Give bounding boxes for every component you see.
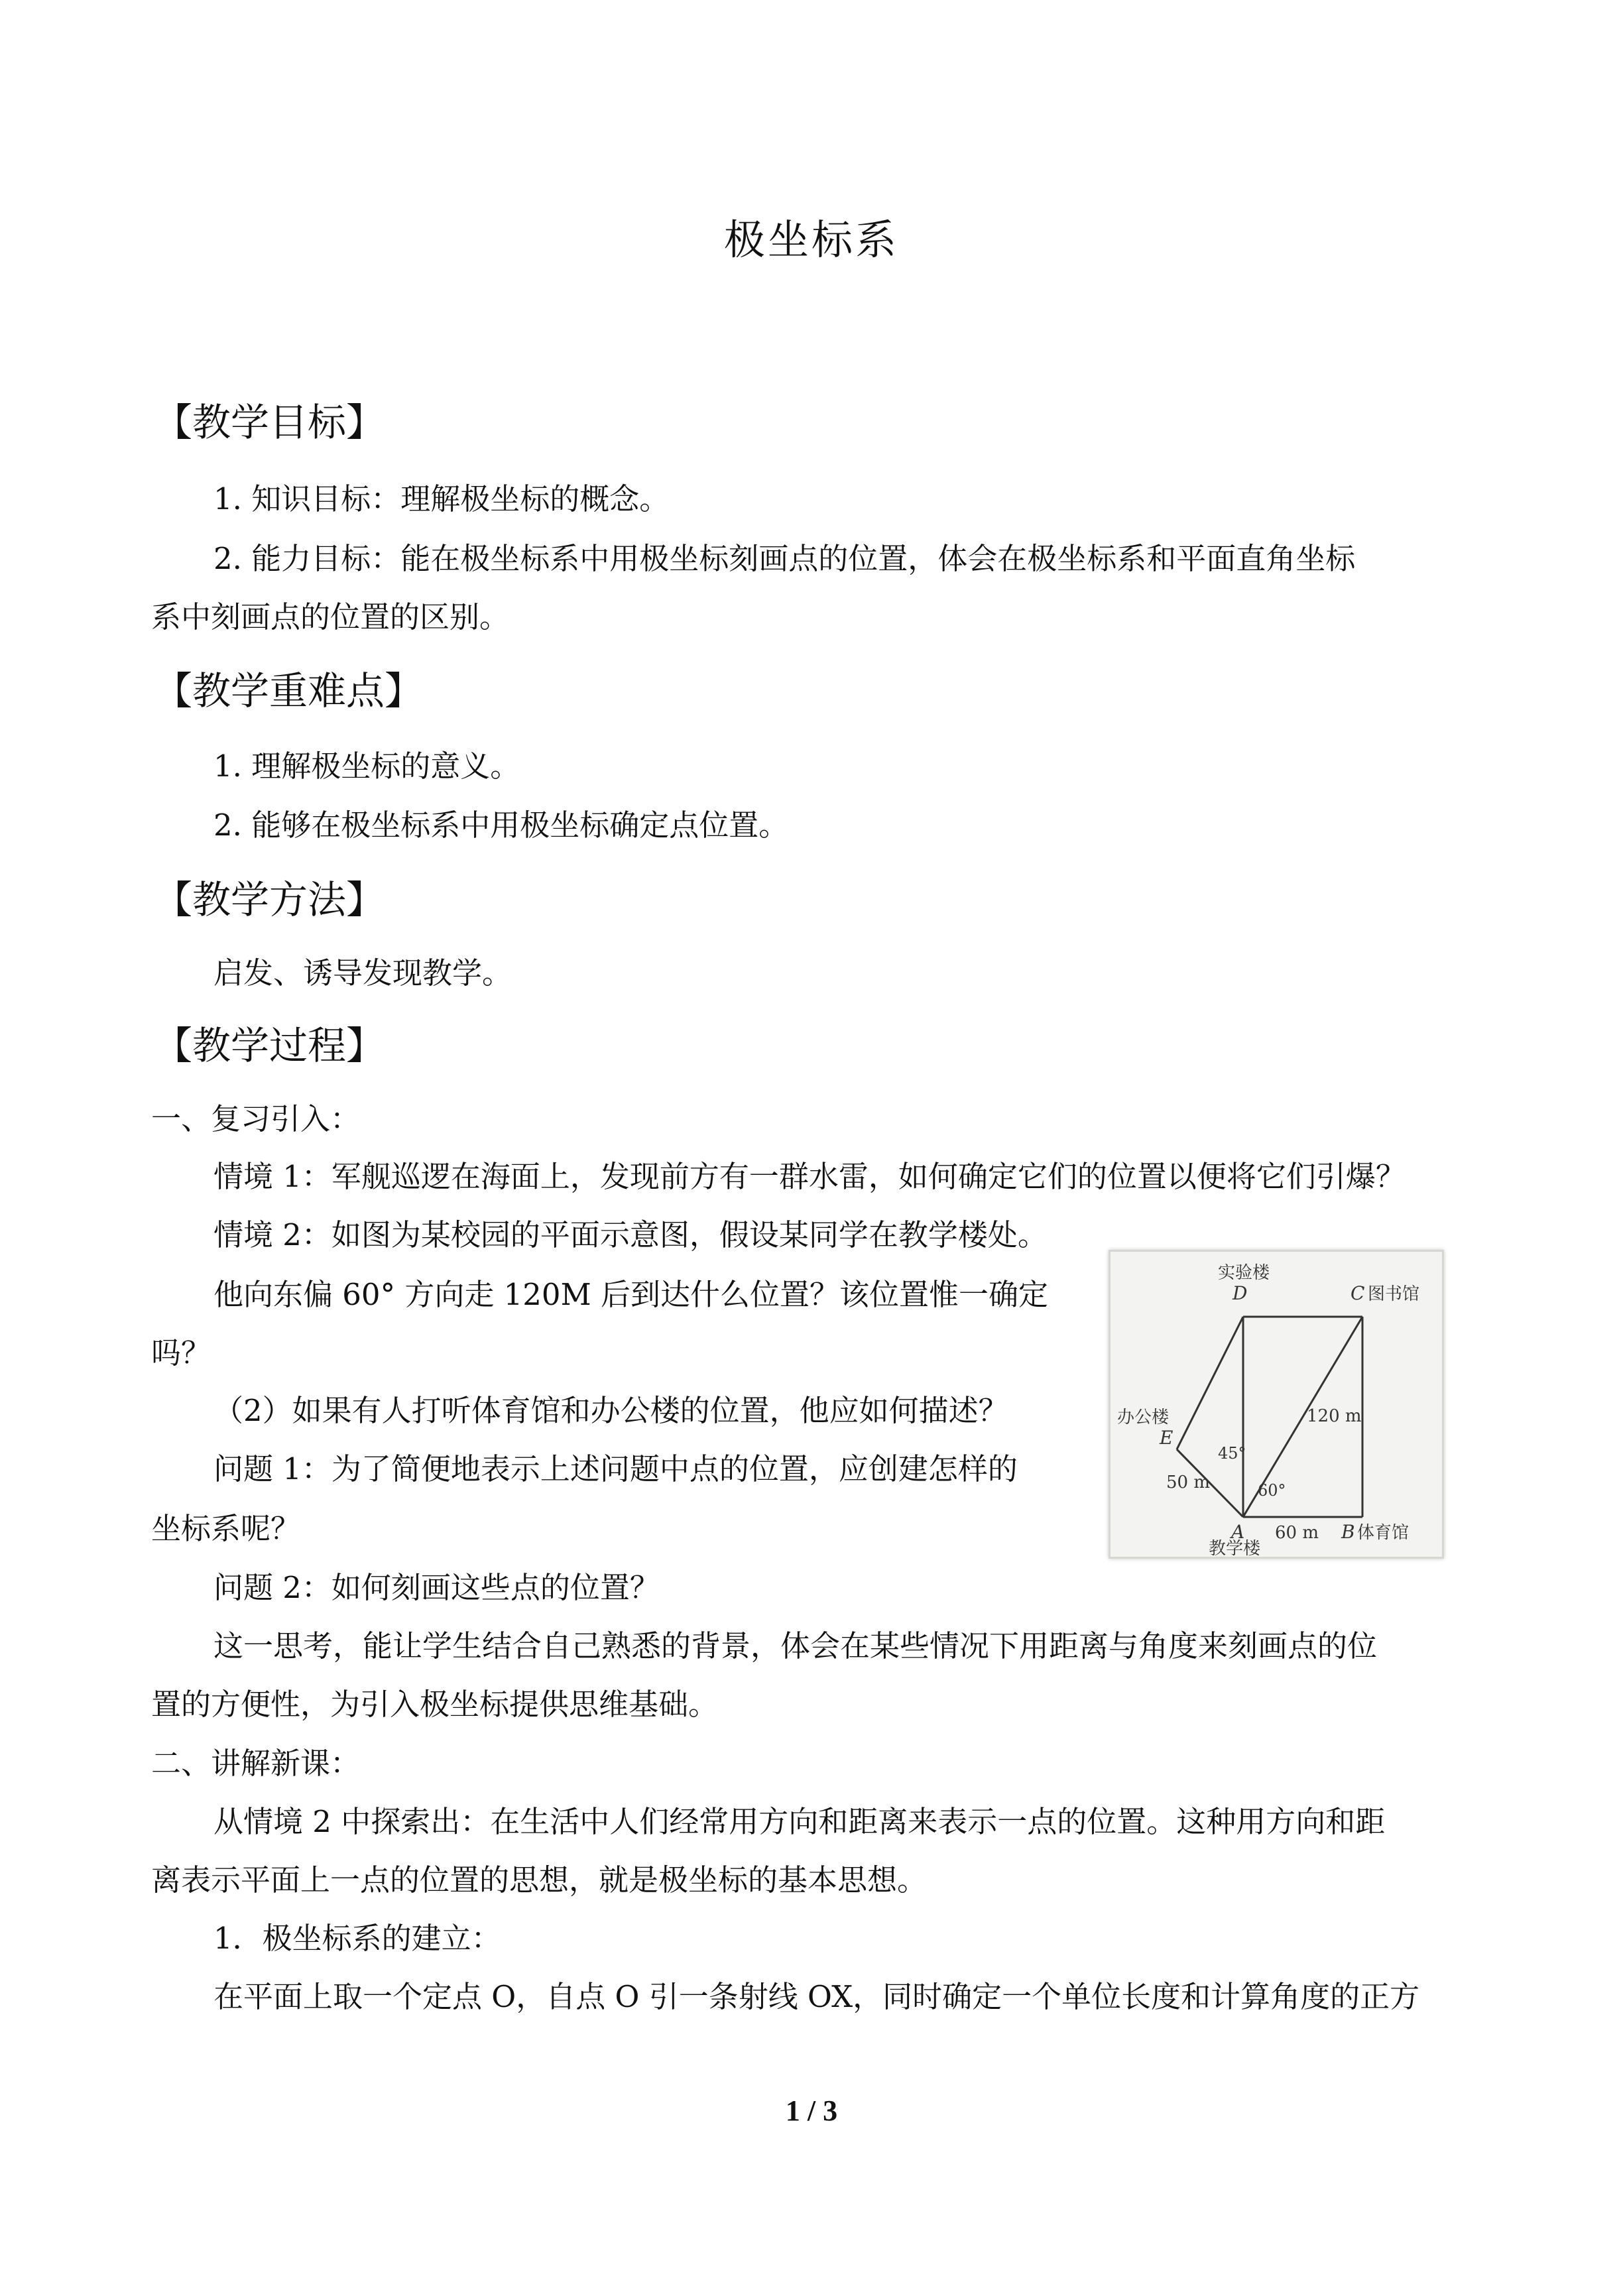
paragraph: 坐标系呢？ — [151, 1511, 301, 1546]
label-angle-60: 60° — [1258, 1481, 1286, 1500]
label-60m: 60 m — [1275, 1523, 1319, 1543]
paragraph: 1. 理解极坐标的意义。 — [213, 749, 520, 784]
campus-map-figure — [1109, 1250, 1444, 1559]
paragraph: 2. 能够在极坐标系中用极坐标确定点位置。 — [213, 808, 789, 843]
paragraph: 离表示平面上一点的位置的思想，就是极坐标的基本思想。 — [151, 1862, 928, 1898]
line-d-e — [1177, 1317, 1243, 1449]
section-heading-key-points: 【教学重难点】 — [154, 668, 424, 713]
campus-map-diagram — [1111, 1252, 1442, 1557]
paragraph: 1. 知识目标：理解极坐标的概念。 — [213, 481, 670, 516]
section-heading-methods: 【教学方法】 — [154, 877, 385, 922]
label-office: 办公楼 — [1117, 1408, 1170, 1427]
paragraph: 在平面上取一个定点 O，自点 O 引一条射线 OX，同时确定一个单位长度和计算角度的正方 — [213, 1979, 1420, 2014]
label-e: E — [1160, 1427, 1173, 1449]
paragraph: 吗？ — [151, 1335, 211, 1370]
label-angle-45: 45° — [1218, 1444, 1246, 1463]
paragraph: 系中刻画点的位置的区别。 — [151, 599, 510, 634]
label-teaching: 教学楼 — [1209, 1539, 1261, 1557]
label-d: D — [1232, 1282, 1248, 1304]
paragraph: 这一思考，能让学生结合自己熟悉的背景，体会在某些情况下用距离与角度来刻画点的位 — [213, 1628, 1378, 1663]
paragraph: 2. 能力目标：能在极坐标系中用极坐标刻画点的位置，体会在极坐标系和平面直角坐标 — [213, 541, 1356, 576]
section-heading-process: 【教学过程】 — [154, 1023, 385, 1068]
paragraph: 问题 2：如何刻画这些点的位置？ — [213, 1570, 660, 1605]
paragraph: 1．极坐标系的建立： — [213, 1921, 501, 1956]
label-gym: 体育馆 — [1357, 1523, 1410, 1543]
paragraph: 他向东偏 60° 方向走 120M 后到达什么位置？该位置惟一确定 — [213, 1277, 1048, 1312]
label-c: C — [1351, 1282, 1365, 1304]
paragraph: 情境 1：军舰巡逻在海面上，发现前方有一群水雷，如何确定它们的位置以便将它们引爆？ — [213, 1159, 1406, 1194]
label-a: A — [1231, 1521, 1245, 1543]
subheading: 二、讲解新课： — [151, 1746, 361, 1781]
page-title: 极坐标系 — [723, 215, 899, 264]
label-library: 图书馆 — [1368, 1284, 1420, 1304]
paragraph: （2）如果有人打听体育馆和办公楼的位置，他应如何描述？ — [213, 1393, 1008, 1428]
subheading: 一、复习引入： — [151, 1101, 361, 1136]
paragraph: 置的方便性，为引入极坐标提供思维基础。 — [151, 1687, 719, 1722]
section-heading-objectives: 【教学目标】 — [154, 400, 385, 445]
label-lab: 实验楼 — [1218, 1263, 1270, 1283]
paragraph: 启发、诱导发现教学。 — [213, 955, 512, 991]
label-b: B — [1341, 1521, 1355, 1543]
paragraph: 问题 1：为了简便地表示上述问题中点的位置，应创建怎样的 — [213, 1451, 1018, 1486]
label-50m: 50 m — [1166, 1473, 1211, 1492]
paragraph: 情境 2：如图为某校园的平面示意图，假设某同学在教学楼处。 — [213, 1217, 1048, 1252]
page-number: 1 / 3 — [785, 2094, 838, 2127]
paragraph: 从情境 2 中探索出：在生活中人们经常用方向和距离来表示一点的位置。这种用方向和距 — [213, 1804, 1386, 1839]
label-120m: 120 m — [1307, 1406, 1362, 1426]
